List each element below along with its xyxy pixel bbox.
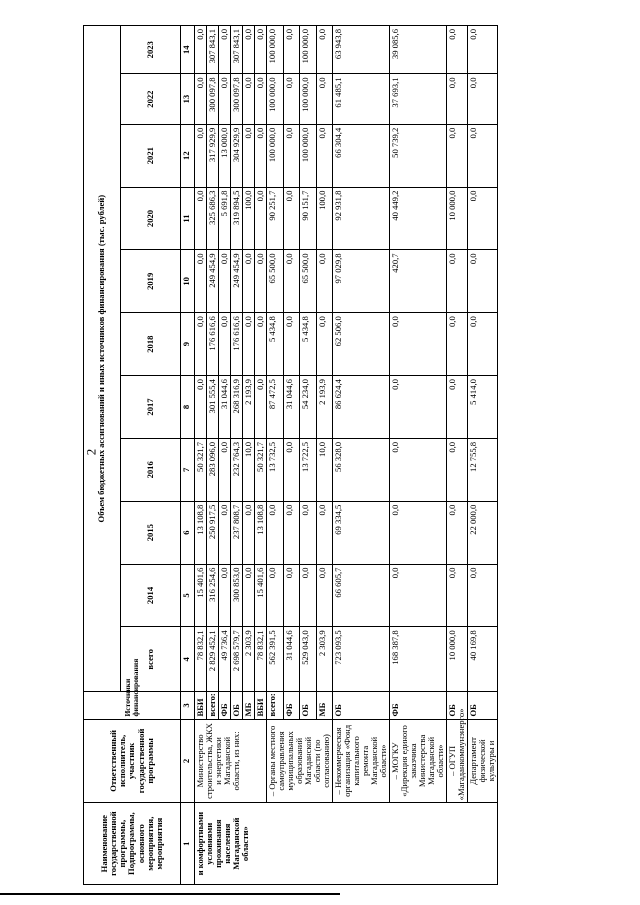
value-cell: 420,7 (390, 250, 447, 313)
value-cell: 0,0 (243, 564, 255, 627)
value-cell: 0,0 (283, 564, 300, 627)
source-cell: ОБ (333, 692, 390, 719)
value-cell: 316 254,6 (207, 564, 219, 627)
table-row (333, 26, 390, 885)
executor-cell: – Некоммерческая организация «Фонд капитального ремонта Магаданской области» (333, 719, 390, 803)
value-cell: 0,0 (255, 124, 267, 187)
value-cell: 0,0 (243, 26, 255, 74)
value-cell: 0,0 (219, 26, 231, 74)
value-cell: 13 108,8 (195, 501, 207, 564)
value-cell: 86 624,4 (333, 376, 390, 439)
value-cell: 0,0 (243, 250, 255, 313)
value-cell: 5 414,0 (468, 376, 498, 439)
source-cell: ФБ (283, 692, 300, 719)
table-row (390, 26, 447, 885)
value-cell: 39 085,6 (390, 26, 447, 74)
value-cell: 0,0 (195, 313, 207, 376)
value-cell: 2 829 452,1 (207, 627, 219, 692)
executor-cell: Министерство строительства, ЖКХ и энергетики Магаданской области, из них: (195, 719, 267, 803)
value-cell: 92 931,8 (333, 187, 390, 250)
value-cell: 65 500,0 (267, 250, 284, 313)
value-cell: 0,0 (300, 501, 317, 564)
value-cell: 0,0 (316, 564, 333, 627)
value-cell: 10 000,0 (447, 627, 468, 692)
value-cell: 10 000,0 (447, 187, 468, 250)
value-cell: 13 722,5 (300, 438, 317, 501)
value-cell: 168 387,8 (390, 627, 447, 692)
value-cell: 50 321,7 (255, 438, 267, 501)
value-cell: 0,0 (255, 26, 267, 74)
value-cell: 0,0 (219, 438, 231, 501)
value-cell: 2 303,9 (316, 627, 333, 692)
value-cell: 0,0 (316, 250, 333, 313)
value-cell: 0,0 (255, 313, 267, 376)
value-cell: 54 234,0 (300, 376, 317, 439)
value-cell: 0,0 (283, 438, 300, 501)
program-name-cell: и комфортными условиями проживания населения Магаданской области» (195, 803, 498, 885)
executor-cell: – Органы местного самоуправления муниципальных образований Магаданской области (по согласованию) (267, 719, 333, 803)
value-cell: 40 449,2 (390, 187, 447, 250)
executor-cell: – МОГКУ «Дирекция единого заказчика Министерства Магаданской области» (390, 719, 447, 803)
column-number: 9 (181, 313, 195, 376)
value-cell: 5 434,8 (267, 313, 284, 376)
value-cell: 40 169,8 (468, 627, 498, 692)
value-cell: 0,0 (195, 26, 207, 74)
source-cell: ОБ (447, 692, 468, 719)
table-row (468, 26, 498, 885)
column-number: 6 (181, 501, 195, 564)
column-number: 5 (181, 564, 195, 627)
executor-cell: Департамент физической культуры и (468, 719, 498, 803)
source-cell: всего: (207, 692, 219, 719)
header-executor: Ответственный исполнитель, участник государственной программы (84, 719, 181, 803)
value-cell: 0,0 (243, 313, 255, 376)
value-cell: 268 316,9 (231, 376, 243, 439)
value-cell: 100 000,0 (300, 26, 317, 74)
rotated-table-wrapper (83, 25, 591, 885)
value-cell: 0,0 (267, 501, 284, 564)
header-year: 2022 (121, 74, 181, 124)
value-cell: 0,0 (243, 501, 255, 564)
header-year: 2014 (121, 564, 181, 627)
header-year: 2015 (121, 501, 181, 564)
value-cell: 0,0 (468, 564, 498, 627)
table-row (267, 26, 284, 885)
value-cell: 0,0 (468, 187, 498, 250)
value-cell: 69 334,5 (333, 501, 390, 564)
header-source: Источники финансирования (84, 692, 181, 719)
page-number: 2 (83, 448, 99, 456)
value-cell: 176 616,6 (231, 313, 243, 376)
header-year: 2019 (121, 250, 181, 313)
value-cell: 0,0 (283, 501, 300, 564)
value-cell: 0,0 (243, 74, 255, 124)
value-cell: 0,0 (316, 26, 333, 74)
column-number: 2 (181, 719, 195, 803)
value-cell: 66 304,4 (333, 124, 390, 187)
value-cell: 237 808,7 (231, 501, 243, 564)
column-number: 13 (181, 74, 195, 124)
value-cell: 250 917,5 (207, 501, 219, 564)
column-number: 14 (181, 26, 195, 74)
header-year: 2021 (121, 124, 181, 187)
source-cell: ФБ (219, 692, 231, 719)
value-cell: 100 000,0 (267, 26, 284, 74)
column-number: 12 (181, 124, 195, 187)
value-cell: 31 044,6 (283, 627, 300, 692)
value-cell: 0,0 (283, 187, 300, 250)
header-year: 2016 (121, 438, 181, 501)
value-cell: 0,0 (243, 124, 255, 187)
value-cell: 12 755,8 (468, 438, 498, 501)
value-cell: 0,0 (283, 26, 300, 74)
value-cell: 49 736,4 (219, 627, 231, 692)
value-cell: 61 485,1 (333, 74, 390, 124)
value-cell: 100,0 (316, 187, 333, 250)
value-cell: 50 739,2 (390, 124, 447, 187)
value-cell: 5 691,8 (219, 187, 231, 250)
value-cell: 5 434,8 (300, 313, 317, 376)
value-cell: 0,0 (447, 313, 468, 376)
value-cell: 0,0 (195, 187, 207, 250)
source-cell: ФБ (390, 692, 447, 719)
source-cell: ОБ (468, 692, 498, 719)
value-cell: 232 764,3 (231, 438, 243, 501)
source-cell: ОБ (231, 692, 243, 719)
column-number: 11 (181, 187, 195, 250)
value-cell: 50 321,7 (195, 438, 207, 501)
source-cell: всего: (267, 692, 284, 719)
value-cell: 0,0 (195, 124, 207, 187)
value-cell: 307 843,1 (207, 26, 219, 74)
value-cell: 0,0 (390, 313, 447, 376)
value-cell: 529 043,0 (300, 627, 317, 692)
financing-table (83, 25, 498, 885)
value-cell: 87 472,5 (267, 376, 284, 439)
value-cell: 0,0 (267, 564, 284, 627)
value-cell: 0,0 (390, 376, 447, 439)
header-year: 2020 (121, 187, 181, 250)
value-cell: 66 605,7 (333, 564, 390, 627)
source-cell: ВБИ (255, 692, 267, 719)
value-cell: 13 108,8 (255, 501, 267, 564)
value-cell: 100 000,0 (267, 74, 284, 124)
value-cell: 0,0 (195, 376, 207, 439)
value-cell: 0,0 (468, 74, 498, 124)
header-volume: Объем бюджетных ассигнований и иных источников финансирования (тыс. рублей) (84, 26, 121, 692)
value-cell: 2 193,9 (243, 376, 255, 439)
value-cell: 304 929,9 (231, 124, 243, 187)
value-cell: 2 193,9 (316, 376, 333, 439)
value-cell: 0,0 (447, 74, 468, 124)
value-cell: 13 732,5 (267, 438, 284, 501)
value-cell: 63 943,8 (333, 26, 390, 74)
value-cell: 15 401,6 (195, 564, 207, 627)
value-cell: 31 044,6 (219, 376, 231, 439)
value-cell: 0,0 (447, 124, 468, 187)
value-cell: 307 843,1 (231, 26, 243, 74)
value-cell: 0,0 (255, 250, 267, 313)
value-cell: 100 000,0 (267, 124, 284, 187)
value-cell: 62 506,0 (333, 313, 390, 376)
value-cell: 0,0 (255, 187, 267, 250)
value-cell: 90 151,7 (300, 187, 317, 250)
value-cell: 0,0 (447, 501, 468, 564)
column-number: 4 (181, 627, 195, 692)
column-number: 3 (181, 692, 195, 719)
value-cell: 78 832,1 (255, 627, 267, 692)
value-cell: 300 853,0 (231, 564, 243, 627)
value-cell: 65 500,0 (300, 250, 317, 313)
column-number: 1 (181, 803, 195, 885)
value-cell: 2 303,9 (243, 627, 255, 692)
value-cell: 2 698 579,7 (231, 627, 243, 692)
value-cell: 0,0 (283, 74, 300, 124)
column-number: 7 (181, 438, 195, 501)
value-cell: 90 251,7 (267, 187, 284, 250)
value-cell: 100 000,0 (300, 74, 317, 124)
column-number: 10 (181, 250, 195, 313)
value-cell: 100,0 (243, 187, 255, 250)
value-cell: 0,0 (255, 376, 267, 439)
value-cell: 0,0 (316, 124, 333, 187)
value-cell: 300 097,8 (207, 74, 219, 124)
value-cell: 37 693,1 (390, 74, 447, 124)
value-cell: 0,0 (390, 501, 447, 564)
source-cell: МБ (243, 692, 255, 719)
value-cell: 0,0 (219, 501, 231, 564)
value-cell: 31 044,6 (283, 376, 300, 439)
value-cell: 0,0 (283, 313, 300, 376)
value-cell: 0,0 (468, 250, 498, 313)
value-cell: 15 401,6 (255, 564, 267, 627)
value-cell: 0,0 (195, 74, 207, 124)
source-cell: МБ (316, 692, 333, 719)
value-cell: 0,0 (447, 438, 468, 501)
source-cell: ВБИ (195, 692, 207, 719)
header-year: 2023 (121, 26, 181, 74)
header-year: 2017 (121, 376, 181, 439)
column-number: 8 (181, 376, 195, 439)
value-cell: 0,0 (316, 501, 333, 564)
value-cell: 300 097,8 (231, 74, 243, 124)
value-cell: 97 029,8 (333, 250, 390, 313)
value-cell: 0,0 (316, 313, 333, 376)
value-cell: 0,0 (283, 250, 300, 313)
value-cell: 0,0 (468, 313, 498, 376)
value-cell: 0,0 (447, 250, 468, 313)
value-cell: 301 555,4 (207, 376, 219, 439)
header-year: 2018 (121, 313, 181, 376)
value-cell: 0,0 (316, 74, 333, 124)
value-cell: 10,0 (316, 438, 333, 501)
value-cell: 0,0 (219, 313, 231, 376)
value-cell: 0,0 (300, 564, 317, 627)
value-cell: 0,0 (219, 250, 231, 313)
value-cell: 0,0 (283, 124, 300, 187)
table-row (447, 26, 468, 885)
value-cell: 0,0 (447, 376, 468, 439)
value-cell: 0,0 (390, 564, 447, 627)
value-cell: 10,0 (243, 438, 255, 501)
value-cell: 325 686,3 (207, 187, 219, 250)
executor-cell: – ОГУП «Магаданкоммунэнерго» (447, 719, 468, 803)
header-name: Наименование государственной программы, Подпрограммы, основного мероприятия, мероприятия (84, 803, 181, 885)
source-cell: ОБ (300, 692, 317, 719)
value-cell: 56 328,0 (333, 438, 390, 501)
value-cell: 723 093,5 (333, 627, 390, 692)
value-cell: 0,0 (447, 26, 468, 74)
value-cell: 249 454,9 (231, 250, 243, 313)
value-cell: 22 000,0 (468, 501, 498, 564)
table-row (195, 26, 207, 885)
value-cell: 319 894,5 (231, 187, 243, 250)
value-cell: 78 832,1 (195, 627, 207, 692)
value-cell: 0,0 (255, 74, 267, 124)
value-cell: 317 929,9 (207, 124, 219, 187)
value-cell: 0,0 (195, 250, 207, 313)
value-cell: 283 096,0 (207, 438, 219, 501)
footer-line (0, 893, 340, 895)
value-cell: 249 454,9 (207, 250, 219, 313)
value-cell: 0,0 (468, 124, 498, 187)
value-cell: 0,0 (447, 564, 468, 627)
value-cell: 100 000,0 (300, 124, 317, 187)
value-cell: 176 616,6 (207, 313, 219, 376)
value-cell: 0,0 (468, 26, 498, 74)
header-total: всего (121, 627, 181, 692)
value-cell: 562 391,5 (267, 627, 284, 692)
value-cell: 0,0 (219, 74, 231, 124)
value-cell: 0,0 (219, 564, 231, 627)
value-cell: 0,0 (390, 438, 447, 501)
value-cell: 13 000,0 (219, 124, 231, 187)
